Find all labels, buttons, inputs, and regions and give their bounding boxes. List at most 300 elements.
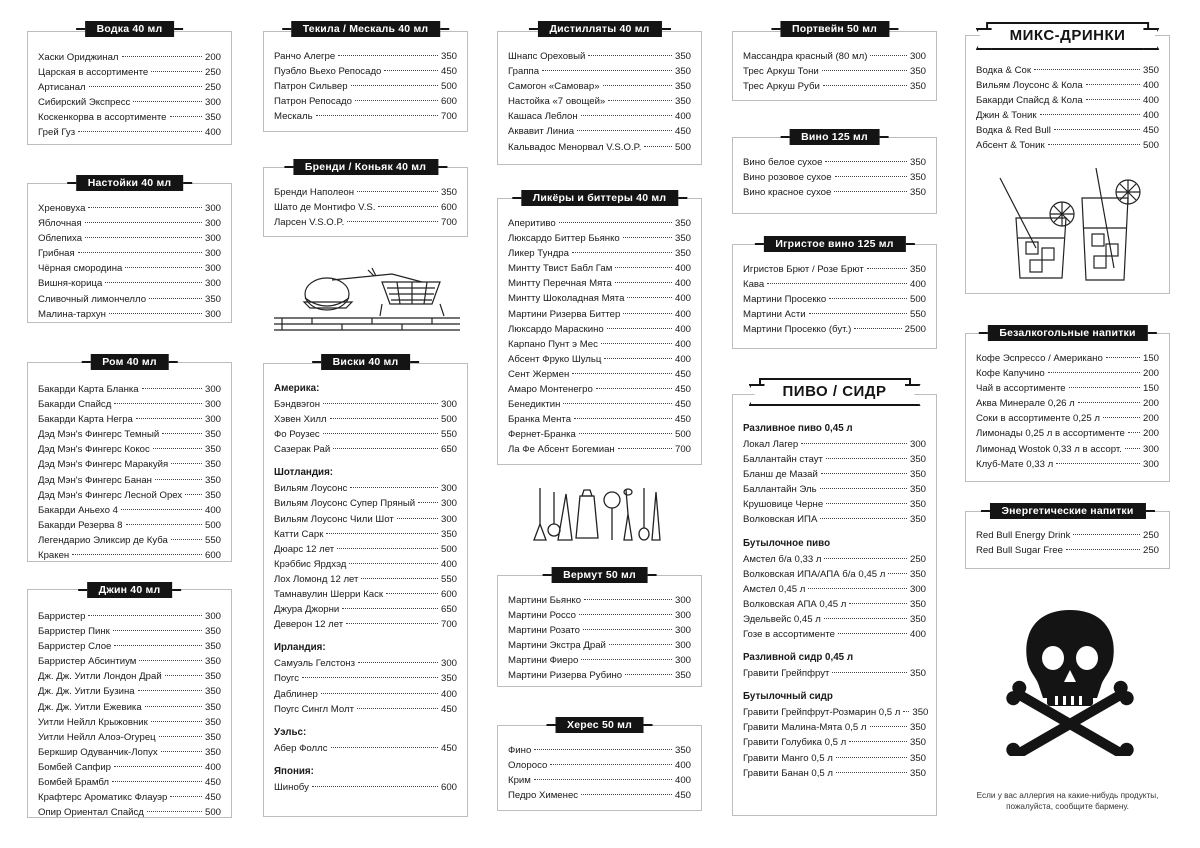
item-name: Клуб-Мате 0,33 л xyxy=(976,458,1054,470)
item-name: Игристов Брют / Розе Брют xyxy=(743,264,864,275)
item-list xyxy=(38,382,221,563)
item-name: Лимонады 0,25 л в ассортименте xyxy=(976,428,1125,440)
item-price: 350 xyxy=(674,745,691,756)
item-price: 350 xyxy=(909,752,926,764)
dot-leader xyxy=(1066,549,1140,550)
item-price: 400 xyxy=(1142,95,1159,107)
item-price: 400 xyxy=(1142,80,1159,92)
menu-item xyxy=(274,64,457,79)
item-name: Поугс xyxy=(274,673,300,685)
item-price: 400 xyxy=(909,629,926,641)
item-price: 450 xyxy=(204,792,221,804)
menu-item xyxy=(274,442,457,457)
item-price: 350 xyxy=(674,248,691,260)
item-name: Кашаса Леблон xyxy=(508,111,578,123)
item-name: Шнапс Ореховый xyxy=(508,51,586,62)
dot-leader xyxy=(601,343,672,344)
item-price: 300 xyxy=(440,483,457,495)
item-price: 450 xyxy=(440,66,457,78)
item-price: 200 xyxy=(1142,428,1159,440)
item-price: 500 xyxy=(909,294,926,306)
item-price: 300 xyxy=(909,583,926,595)
dot-leader xyxy=(627,297,672,298)
item-name: Яблочная xyxy=(38,218,82,230)
item-name: Бэндвэгон xyxy=(274,399,321,410)
item-price: 350 xyxy=(909,454,926,466)
menu-item xyxy=(274,557,457,572)
menu-item xyxy=(274,587,457,602)
dot-leader xyxy=(801,443,907,444)
dot-leader xyxy=(159,736,202,737)
menu-item xyxy=(38,518,221,533)
item-name: Волковская АПА 0,45 л xyxy=(743,598,847,610)
menu-item xyxy=(743,467,926,482)
dot-leader xyxy=(121,509,202,510)
dot-leader xyxy=(357,708,438,709)
item-price: 300 xyxy=(204,308,221,320)
item-name: Дэд Мэн's Фингерс Маракуйя xyxy=(38,459,169,471)
item-name: Патрон Репосадо xyxy=(274,96,352,108)
item-price: 250 xyxy=(909,553,926,565)
dot-leader xyxy=(321,693,438,694)
section-tequila xyxy=(263,23,468,132)
item-name: Хреновуха xyxy=(38,203,86,214)
dot-leader xyxy=(572,373,672,374)
dot-leader xyxy=(820,518,907,519)
dot-leader xyxy=(333,448,438,449)
item-name: Вино розовое сухое xyxy=(743,172,832,184)
dot-leader xyxy=(550,764,672,765)
item-name: Аперитиво xyxy=(508,218,556,229)
item-price: 350 xyxy=(909,613,926,625)
item-list xyxy=(976,63,1159,154)
item-name: Водка & Сок xyxy=(976,65,1032,76)
skull-crossbones-icon xyxy=(1005,606,1135,756)
item-price: 600 xyxy=(440,96,457,108)
menu-item xyxy=(508,788,691,803)
menu-item xyxy=(743,751,926,766)
menu-item xyxy=(274,215,457,230)
item-list xyxy=(743,262,926,337)
dot-leader xyxy=(386,593,438,594)
menu-item xyxy=(274,572,457,587)
item-price: 700 xyxy=(440,619,457,631)
menu-item xyxy=(508,291,691,306)
item-price: 300 xyxy=(204,278,221,290)
item-price: 300 xyxy=(204,233,221,245)
dot-leader xyxy=(822,70,907,71)
item-name: Бакарди Карта Бланка xyxy=(38,384,139,395)
item-price: 350 xyxy=(909,157,926,168)
group-gap xyxy=(274,457,457,463)
item-price: 300 xyxy=(204,263,221,275)
item-list xyxy=(743,155,926,200)
menu-item xyxy=(743,735,926,750)
dot-leader xyxy=(1040,114,1140,115)
item-name: Деверон 12 лет xyxy=(274,619,344,631)
dot-leader xyxy=(835,176,907,177)
item-price: 300 xyxy=(204,611,221,622)
item-name: Бакарди Аньехо 4 xyxy=(38,504,118,516)
dot-leader xyxy=(581,794,672,795)
menu-item xyxy=(976,93,1159,108)
dot-leader xyxy=(1128,432,1140,433)
dot-leader xyxy=(584,599,672,600)
item-price: 350 xyxy=(674,81,691,93)
dot-leader xyxy=(88,207,202,208)
item-name: Даблинер xyxy=(274,688,318,700)
item-price: 450 xyxy=(674,126,691,138)
group-heading: Бутылочный сидр xyxy=(743,691,833,703)
dot-leader xyxy=(870,726,907,727)
section-whisky xyxy=(263,356,468,817)
item-name: Педро Хименес xyxy=(508,790,579,802)
menu-item xyxy=(743,612,926,627)
item-price: 350 xyxy=(204,686,221,698)
item-name: Гравити Грейпфрут-Розмарин 0,5 л xyxy=(743,707,901,719)
menu-item xyxy=(38,548,221,563)
item-name: Люксардо Биттер Бьянко xyxy=(508,233,620,245)
dot-leader xyxy=(350,487,438,488)
section-title: Херес 50 мл xyxy=(555,717,644,733)
item-name: Крэббис Ярдхэд xyxy=(274,558,347,570)
dot-leader xyxy=(151,721,202,722)
item-price: 400 xyxy=(674,760,691,772)
dot-leader xyxy=(85,237,202,238)
group-heading: Уэльс: xyxy=(274,726,307,738)
item-price: 300 xyxy=(440,498,457,510)
section-title: Бренди / Коньяк 40 мл xyxy=(293,159,438,175)
item-price: 300 xyxy=(440,513,457,525)
menu-item xyxy=(508,412,691,427)
menu-item xyxy=(274,496,457,511)
menu-item xyxy=(976,457,1159,472)
dot-leader xyxy=(623,237,672,238)
item-name: Мартини Просекко (бут.) xyxy=(743,324,852,336)
dot-leader xyxy=(1054,129,1140,130)
item-price: 450 xyxy=(1142,125,1159,137)
item-list xyxy=(508,743,691,803)
dot-leader xyxy=(574,418,672,419)
item-name: Гравити Банан 0,5 л xyxy=(743,767,834,779)
menu-item xyxy=(38,730,221,745)
dot-leader xyxy=(832,672,907,673)
dot-leader xyxy=(114,645,202,646)
item-name: Дэд Мэн's Фингерс Кокос xyxy=(38,444,150,456)
dot-leader xyxy=(588,55,672,56)
dot-leader xyxy=(323,433,438,434)
section-title: Вино 125 мл xyxy=(789,129,880,145)
item-name: Вино белое сухое xyxy=(743,157,823,168)
menu-item xyxy=(508,382,691,397)
group-heading: Япония: xyxy=(274,765,314,777)
item-groups xyxy=(743,421,929,781)
item-name: Мартини Бьянко xyxy=(508,595,582,606)
item-name: Дэд Мэн's Фингерс Темный xyxy=(38,429,160,441)
section-title: Дистилляты 40 мл xyxy=(537,21,661,37)
dot-leader xyxy=(1103,417,1140,418)
item-name: Царская в ассортименте xyxy=(38,67,149,79)
dot-leader xyxy=(581,115,672,116)
item-price: 350 xyxy=(204,746,221,758)
item-price: 450 xyxy=(674,384,691,396)
dot-leader xyxy=(596,388,672,389)
item-name: Баллантайн стаут xyxy=(743,454,823,466)
dot-leader xyxy=(142,388,202,389)
item-name: Облепиха xyxy=(38,233,83,245)
item-price: 350 xyxy=(909,264,926,275)
dot-leader xyxy=(823,85,907,86)
menu-item xyxy=(976,138,1159,153)
item-name: Red Bull Energy Drink xyxy=(976,530,1071,541)
item-price: 350 xyxy=(674,51,691,62)
item-price: 350 xyxy=(909,568,926,580)
dot-leader xyxy=(138,690,202,691)
menu-item xyxy=(508,593,691,608)
item-price: 450 xyxy=(674,368,691,380)
item-name: Дэд Мэн's Фингерс Банан xyxy=(38,474,152,486)
dot-leader xyxy=(105,282,202,283)
menu-item xyxy=(508,397,691,412)
group-heading: Бутылочное пиво xyxy=(743,537,831,549)
menu-item xyxy=(743,262,926,277)
item-price: 400 xyxy=(674,308,691,320)
menu-item xyxy=(508,64,691,79)
menu-item xyxy=(274,397,457,412)
item-price: 550 xyxy=(909,309,926,321)
menu-item xyxy=(38,488,221,503)
item-name: Вишня-корица xyxy=(38,278,103,290)
item-price: 350 xyxy=(909,722,926,734)
dot-leader xyxy=(170,116,202,117)
item-price: 400 xyxy=(909,279,926,291)
menu-item xyxy=(38,790,221,805)
dot-leader xyxy=(1069,387,1140,388)
dot-leader xyxy=(849,741,907,742)
menu-item xyxy=(38,110,221,125)
item-price: 650 xyxy=(440,604,457,616)
item-price: 300 xyxy=(440,399,457,410)
item-price: 400 xyxy=(674,338,691,350)
section-sparkling xyxy=(732,238,937,349)
menu-item xyxy=(274,702,457,717)
item-name: Карпано Пунт э Мес xyxy=(508,338,598,350)
section-title: Вермут 50 мл xyxy=(551,567,648,583)
dot-leader xyxy=(609,644,672,645)
menu-item xyxy=(38,201,221,216)
menu-item xyxy=(38,533,221,548)
item-name: Бренди Наполеон xyxy=(274,187,355,198)
item-name: Хаски Ориджинал xyxy=(38,52,119,63)
item-price: 350 xyxy=(204,112,221,124)
item-name: Кракен xyxy=(38,550,70,562)
item-name: Амстел б/а 0,33 л xyxy=(743,553,822,565)
section-title: Ликёры и биттеры 40 мл xyxy=(521,190,678,206)
item-name: Кальвадос Менорвал V.S.O.P. xyxy=(508,141,642,153)
item-name: Уитли Нейлл Крыжовник xyxy=(38,716,148,728)
item-price: 250 xyxy=(204,82,221,94)
item-name: Волковская ИПА/АПА б/а 0,45 л xyxy=(743,568,886,580)
menu-item xyxy=(743,482,926,497)
dot-leader xyxy=(583,629,672,630)
item-price: 400 xyxy=(204,761,221,773)
menu-item xyxy=(274,512,457,527)
item-name: Массандра красный (80 мл) xyxy=(743,51,868,62)
item-name: Грей Гуз xyxy=(38,127,76,139)
item-price: 700 xyxy=(440,217,457,229)
menu-item xyxy=(743,307,926,322)
dot-leader xyxy=(542,70,672,71)
item-price: 500 xyxy=(1142,140,1159,152)
dot-leader xyxy=(608,100,672,101)
item-price: 400 xyxy=(674,111,691,123)
dot-leader xyxy=(615,282,672,283)
item-name: Барристер xyxy=(38,611,86,622)
item-price: 350 xyxy=(909,514,926,526)
dot-leader xyxy=(136,418,202,419)
item-price: 350 xyxy=(204,731,221,743)
dot-leader xyxy=(854,328,901,329)
item-price: 400 xyxy=(674,293,691,305)
item-name: Сибирский Экспресс xyxy=(38,97,131,109)
section-vermouth xyxy=(497,569,702,687)
menu-item xyxy=(274,527,457,542)
section-distillates xyxy=(497,23,702,165)
group-gap xyxy=(743,528,926,534)
dot-leader xyxy=(870,55,907,56)
dot-leader xyxy=(133,101,202,102)
section-title: Настойки 40 мл xyxy=(76,175,184,191)
menu-item xyxy=(743,597,926,612)
item-price: 500 xyxy=(440,81,457,93)
item-name: Сливочный лимончелло xyxy=(38,293,147,305)
item-price: 450 xyxy=(204,777,221,789)
item-price: 350 xyxy=(909,598,926,610)
section-vodka xyxy=(27,23,232,145)
item-name: Тамнавулин Шерри Каск xyxy=(274,589,384,601)
item-price: 350 xyxy=(204,444,221,456)
menu-item xyxy=(274,481,457,496)
dot-leader xyxy=(153,448,202,449)
dot-leader xyxy=(826,503,907,504)
item-price: 300 xyxy=(909,439,926,450)
item-price: 150 xyxy=(1142,383,1159,395)
item-price: 350 xyxy=(440,187,457,198)
item-price: 400 xyxy=(440,558,457,570)
item-price: 400 xyxy=(674,323,691,335)
menu-item xyxy=(743,79,926,94)
dot-leader xyxy=(563,403,672,404)
dot-leader xyxy=(170,796,202,797)
menu-item xyxy=(976,528,1159,543)
menu-item xyxy=(38,292,221,307)
menu-item xyxy=(38,715,221,730)
menu-item xyxy=(38,700,221,715)
menu-item xyxy=(274,542,457,557)
item-list xyxy=(38,201,221,322)
menu-item xyxy=(508,367,691,382)
section-title: Виски 40 мл xyxy=(321,354,411,370)
item-price: 600 xyxy=(440,781,457,793)
item-price: 500 xyxy=(674,429,691,441)
dot-leader xyxy=(349,563,438,564)
item-name: Абсент & Тоник xyxy=(976,140,1045,152)
distillation-apparatus-icon xyxy=(272,258,462,332)
menu-item xyxy=(38,216,221,231)
item-price: 350 xyxy=(204,293,221,305)
item-price: 350 xyxy=(909,66,926,78)
item-price: 350 xyxy=(674,66,691,78)
dot-leader xyxy=(821,473,907,474)
item-price: 500 xyxy=(440,414,457,426)
item-list xyxy=(38,50,221,141)
menu-item xyxy=(274,671,457,686)
menu-item xyxy=(38,382,221,397)
dot-leader xyxy=(888,573,907,574)
menu-item xyxy=(508,94,691,109)
dot-leader xyxy=(171,539,202,540)
section-port xyxy=(732,23,937,101)
item-name: Люксардо Мараскино xyxy=(508,323,604,335)
menu-item xyxy=(38,609,221,624)
dot-leader xyxy=(836,772,907,773)
section-mix xyxy=(965,27,1170,294)
item-price: 700 xyxy=(440,111,457,123)
item-name: Бакарди Спайсд xyxy=(38,399,112,411)
menu-item xyxy=(274,602,457,617)
section-nastoyki xyxy=(27,177,232,323)
item-price: 550 xyxy=(440,429,457,441)
item-price: 300 xyxy=(674,610,691,622)
dot-leader xyxy=(623,313,672,314)
item-name: Аквавит Линиа xyxy=(508,126,575,138)
group-gap xyxy=(274,717,457,723)
item-price: 350 xyxy=(674,670,691,682)
item-name: Шато де Монтифо V.S. xyxy=(274,202,376,214)
dot-leader xyxy=(604,358,672,359)
group-heading: Разливной сидр 0,45 л xyxy=(743,652,854,664)
item-name: Патрон Сильвер xyxy=(274,81,348,93)
item-name: Локал Лагер xyxy=(743,439,799,450)
item-price: 400 xyxy=(204,127,221,139)
menu-item xyxy=(976,543,1159,558)
item-price: 300 xyxy=(1142,458,1159,470)
item-price: 350 xyxy=(909,469,926,481)
item-name: Кава xyxy=(743,279,765,291)
dot-leader xyxy=(1048,144,1140,145)
dot-leader xyxy=(1073,534,1140,535)
dot-leader xyxy=(139,660,202,661)
item-name: Джура Джорни xyxy=(274,604,340,616)
item-name: Водка & Red Bull xyxy=(976,125,1051,137)
item-price: 300 xyxy=(204,414,221,426)
item-groups xyxy=(274,381,457,795)
item-price: 350 xyxy=(440,528,457,540)
dot-leader xyxy=(579,614,672,615)
menu-item xyxy=(743,552,926,567)
item-name: Кофе Эспрессо / Американо xyxy=(976,353,1103,364)
item-price: 350 xyxy=(909,737,926,749)
item-name: Вильям Лоусонс Чили Шот xyxy=(274,513,394,525)
menu-item xyxy=(38,125,221,140)
menu-item xyxy=(743,705,929,720)
item-name: Лимонад Wostok 0,33 л в ассорт. xyxy=(976,443,1122,455)
menu-item xyxy=(38,457,221,472)
item-name: Самогон «Самовар» xyxy=(508,81,600,93)
dot-leader xyxy=(161,751,202,752)
menu-item xyxy=(743,322,926,337)
menu-item xyxy=(274,412,457,427)
